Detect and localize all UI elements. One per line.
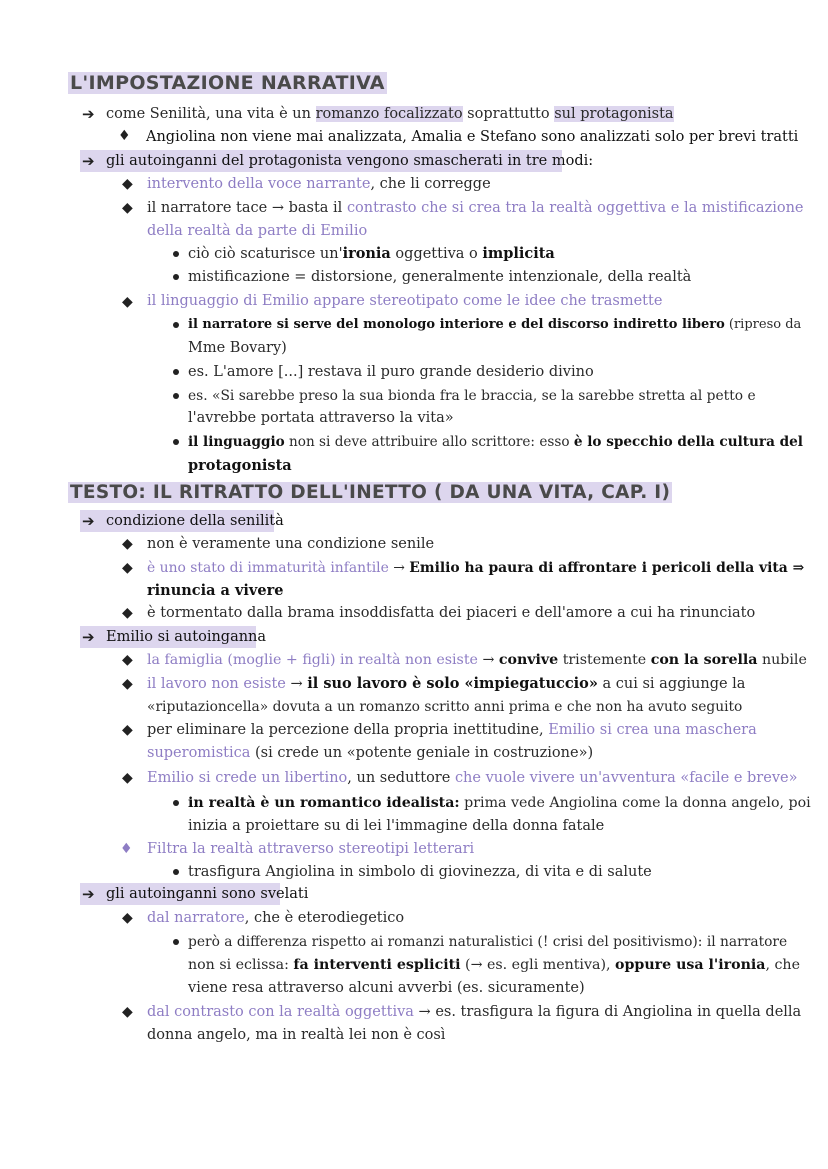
diamond-bullet: ◆ [122, 676, 133, 692]
note-line: Filtra la realtà attraverso stereotipi letterari [147, 841, 475, 857]
arrow-bullet: ➔ [82, 885, 95, 903]
note-line: non è veramente una condizione senile [147, 536, 435, 552]
note-line: rinuncia a vivere [147, 582, 284, 599]
note-line: il linguaggio non si deve attribuire allo scrittore: esso è lo specchio della cultura del [188, 434, 803, 450]
note-line: Angiolina non viene mai analizzata, Amalia e Stefano sono analizzati solo per brevi tratti [146, 129, 799, 145]
note-line: mistificazione = distorsione, generalmente intenzionale, della realtà [188, 269, 692, 285]
diamond-bullet: ◆ [122, 536, 133, 552]
note-line: superomistica (si crede un «potente geniale in costruzione») [147, 745, 594, 761]
note-line: «riputazioncella» dovuta a un romanzo scritto anni prima e che non ha avuto seguito [147, 699, 743, 715]
note-line: dal contrasto con la realtà oggettiva → es. trasfigura la figura di Angiolina in quella della [147, 1004, 802, 1020]
note-line: come Senilità, una vita è un romanzo focalizzato soprattutto sul protagonista [106, 106, 674, 122]
dot-bullet [173, 393, 179, 399]
note-line: gli autoinganni del protagonista vengono smascherati in tre modi: [106, 153, 594, 169]
arrow-bullet: ➔ [82, 628, 95, 646]
diamond-bullet: ◆ [122, 910, 133, 926]
diamond-bullet: ◆ [122, 1004, 133, 1020]
note-line: protagonista [188, 457, 292, 474]
diamond-bullet: ◆ [122, 652, 133, 668]
note-line: la famiglia (moglie + figli) in realtà non esiste → convive tristemente con la sorella nubile [147, 652, 807, 668]
dot-bullet [173, 439, 179, 445]
note-line: Emilio si crede un libertino, un seduttore che vuole vivere un'avventura «facile e breve» [147, 770, 798, 786]
note-line: dal narratore, che è eterodiegetico [147, 910, 405, 926]
note-line: Emilio si autoinganna [106, 629, 267, 645]
diamond-bullet: ◆ [122, 722, 133, 738]
note-line: il lavoro non esiste → il suo lavoro è solo «impiegatuccio» a cui si aggiunge la [147, 675, 746, 692]
note-line: inizia a proiettare su di lei l'immagine della donna fatale [188, 818, 605, 834]
note-line: il linguaggio di Emilio appare stereotipato come le idee che trasmette [147, 293, 663, 309]
note-line: ciò ciò scaturisce un'ironia oggettiva o implicita [188, 245, 555, 262]
note-line: però a differenza rispetto ai romanzi naturalistici (! crisi del positivismo): il narratore [188, 934, 788, 950]
diamond-bullet: ◆ [122, 294, 133, 310]
section-title-testo: TESTO: IL RITRATTO DELL'INETTO ( DA UNA VITA, CAP. I) [70, 482, 671, 503]
diamond-bullet: ♦ [118, 128, 131, 144]
note-line: è tormentato dalla brama insoddisfatta dei piaceri e dell'amore a cui ha rinunciato [147, 605, 756, 621]
note-line: l'avrebbe portata attraverso la vita» [188, 410, 454, 426]
note-line: non si eclissa: fa interventi espliciti (→ es. egli mentiva), oppure usa l'ironia, che [188, 957, 800, 973]
note-line: il narratore tace → basta il contrasto che si crea tra la realtà oggettiva e la mistificazione [147, 200, 804, 216]
dot-bullet [173, 322, 179, 328]
diamond-bullet: ◆ [122, 176, 133, 192]
note-line: intervento della voce narrante, che li corregge [147, 176, 491, 192]
dot-bullet [173, 274, 179, 280]
diamond-bullet: ◆ [122, 200, 133, 216]
diamond-bullet: ◆ [122, 560, 133, 576]
dot-bullet [173, 869, 179, 875]
diamond-bullet: ◆ [122, 770, 133, 786]
note-line: viene resa attraverso alcuni avverbi (es. sicuramente) [188, 980, 585, 996]
note-line: es. L'amore [...] restava il puro grande desiderio divino [188, 364, 594, 380]
note-line: trasfigura Angiolina in simbolo di giovinezza, di vita e di salute [188, 864, 652, 880]
dot-bullet [173, 800, 179, 806]
note-line: es. «Si sarebbe preso la sua bionda fra le braccia, se la sarebbe stretta al petto e [188, 388, 756, 404]
arrow-bullet: ➔ [82, 105, 95, 123]
note-line: è uno stato di immaturità infantile → Emilio ha paura di affrontare i pericoli della vita ⇒ [147, 560, 805, 576]
diamond-bullet: ◆ [122, 605, 133, 621]
note-line: donna angelo, ma in realtà lei non è così [147, 1027, 446, 1043]
note-line: per eliminare la percezione della propria inettitudine, Emilio si crea una maschera [147, 722, 757, 738]
note-line: il narratore si serve del monologo interiore e del discorso indiretto libero (ripreso da [188, 317, 802, 332]
note-line: in realtà è un romantico idealista: prima vede Angiolina come la donna angelo, poi [188, 795, 811, 811]
note-line: gli autoinganni sono svelati [106, 886, 309, 902]
arrow-bullet: ➔ [82, 512, 95, 530]
note-line: della realtà da parte di Emilio [147, 223, 368, 239]
section-title-impostazione: L'IMPOSTAZIONE NARRATIVA [70, 72, 385, 94]
diamond-bullet: ♦ [120, 841, 133, 857]
dot-bullet [173, 251, 179, 257]
dot-bullet [173, 369, 179, 375]
note-line: Mme Bovary) [188, 340, 287, 356]
arrow-bullet: ➔ [82, 152, 95, 170]
note-line: condizione della senilità [106, 513, 284, 529]
dot-bullet [173, 939, 179, 945]
